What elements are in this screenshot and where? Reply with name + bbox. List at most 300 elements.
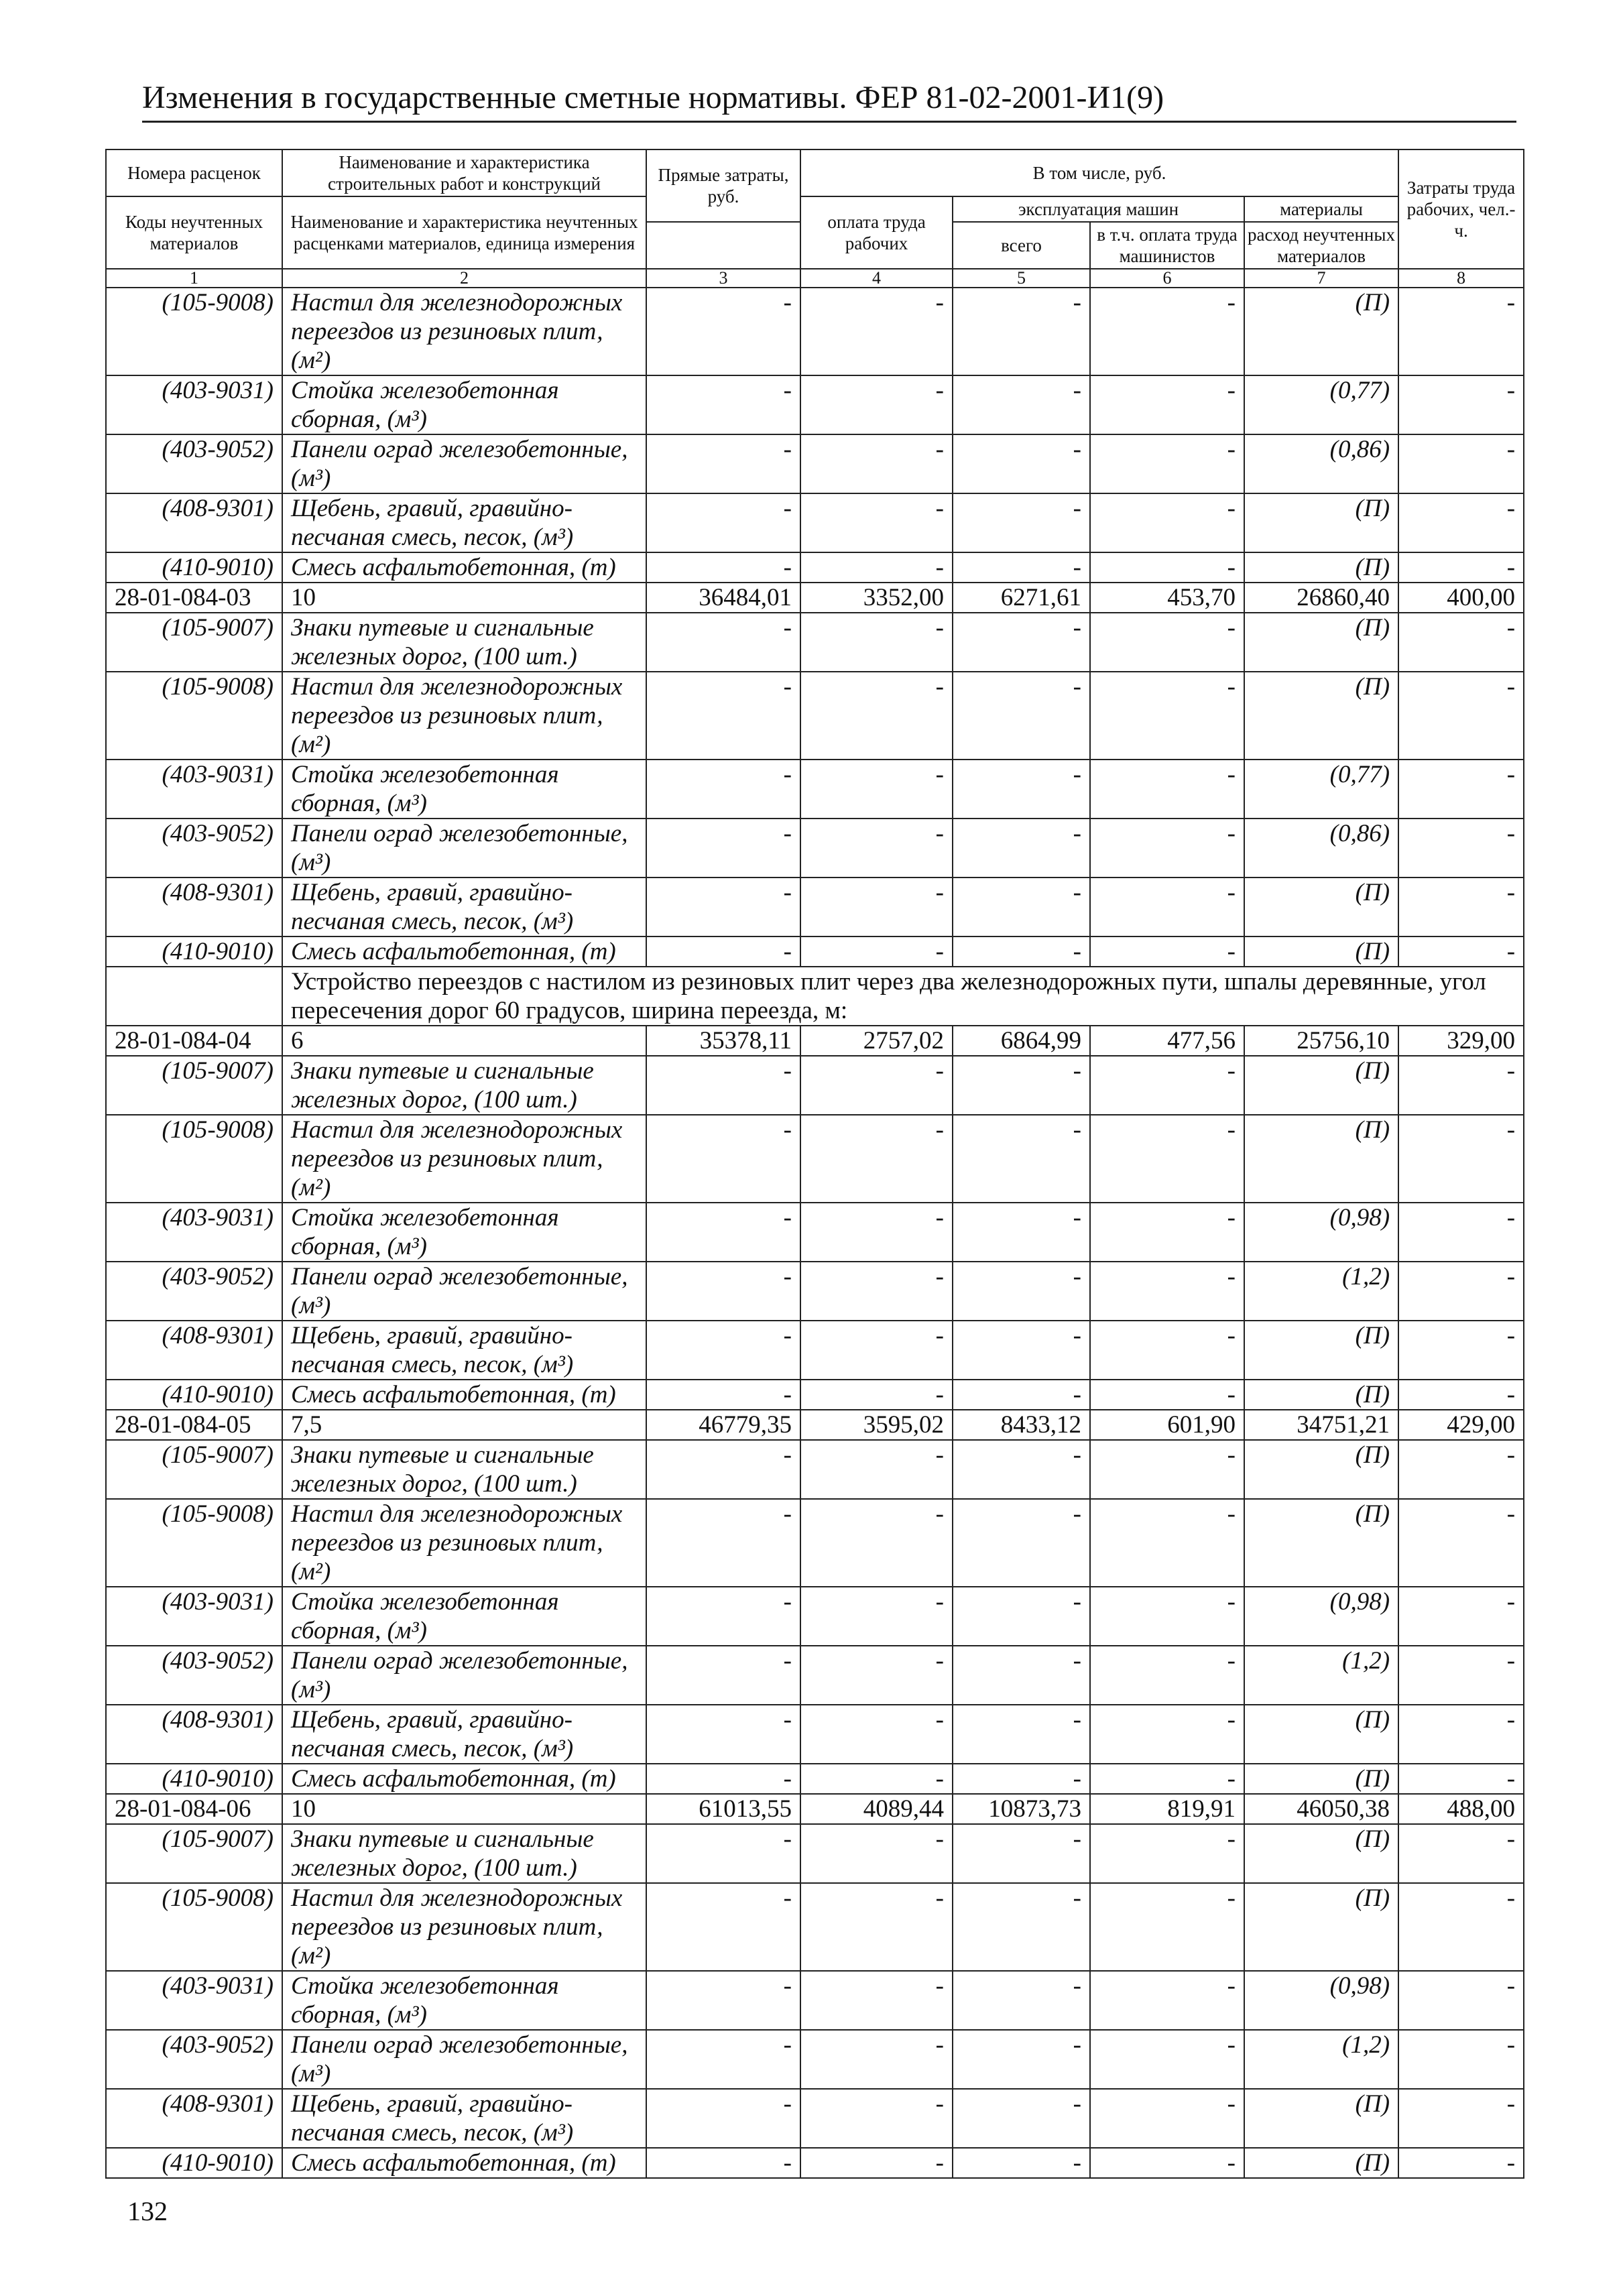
material-name-line: Знаки путевые и сигнальные [291, 1825, 594, 1853]
header-machines: эксплуатация машин [953, 196, 1244, 222]
material-row [106, 375, 1524, 434]
empty-value-dash: - [646, 936, 800, 967]
rates-table [105, 149, 1524, 2179]
material-name-line: Смесь асфальтобетонная, (т) [291, 1765, 616, 1793]
empty-value-dash: - [800, 1321, 953, 1380]
empty-value-dash: - [800, 936, 953, 967]
rate-row [106, 1026, 1524, 1056]
material-name-line: Щебень, гравий, гравийно- [291, 1322, 573, 1349]
material-code [106, 936, 282, 967]
empty-value-dash: - [1398, 1380, 1524, 1410]
material-name-line: Смесь асфальтобетонная, (т) [291, 1381, 616, 1408]
header-row-mid [106, 196, 1524, 222]
material-name [282, 1883, 646, 1971]
material-name-line: Смесь асфальтобетонная, (т) [291, 554, 616, 581]
material-consumption: (0,86) [1244, 819, 1398, 878]
empty-value-dash: - [800, 672, 953, 760]
material-row [106, 1646, 1524, 1705]
materials-cost: 46050,38 [1244, 1794, 1398, 1824]
material-code-text: (105-9007) [162, 1057, 274, 1085]
material-name-line: Настил для железнодорожных [291, 1500, 623, 1528]
operators-pay: 819,91 [1090, 1794, 1244, 1824]
material-consumption: (П) [1244, 1115, 1398, 1203]
empty-value-dash: - [646, 1115, 800, 1203]
material-code-text: (410-9010) [162, 1765, 274, 1793]
header-machines-total: всего [953, 222, 1090, 269]
materials-cost: 25756,10 [1244, 1026, 1398, 1056]
material-name-line: сборная, (м³) [291, 1617, 427, 1644]
material-name-line: Панели оград железобетонные, [291, 2031, 628, 2059]
material-code-text: (403-9052) [162, 1647, 274, 1675]
material-code [106, 1883, 282, 1971]
material-name-line: (м²) [291, 1942, 331, 1970]
material-name-line: сборная, (м³) [291, 790, 427, 817]
empty-value-dash: - [953, 1587, 1090, 1646]
empty-value-dash: - [800, 2148, 953, 2178]
material-name-line: Стойка железобетонная [291, 1588, 559, 1616]
section-heading-line: Устройство переездов с настилом из резиновых плит через два железнодорожных пути, шпалы деревянные, угол [291, 968, 1486, 995]
empty-value-dash: - [1090, 2148, 1244, 2178]
material-name-line: Знаки путевые и сигнальные [291, 1057, 594, 1085]
material-code [106, 1321, 282, 1380]
empty-value-dash: - [1090, 375, 1244, 434]
material-name [282, 1203, 646, 1262]
material-code [106, 1499, 282, 1587]
rate-row [106, 1794, 1524, 1824]
material-row [106, 1764, 1524, 1794]
material-consumption: (П) [1244, 936, 1398, 967]
empty-value-dash: - [953, 672, 1090, 760]
empty-value-dash: - [1090, 1380, 1244, 1410]
empty-value-dash: - [800, 1971, 953, 2030]
empty-value-dash: - [646, 288, 800, 375]
material-name-line: Стойка железобетонная [291, 377, 559, 404]
col-number: 8 [1398, 269, 1524, 288]
operators-pay: 453,70 [1090, 583, 1244, 613]
material-name [282, 1824, 646, 1883]
empty-value-dash: - [1090, 434, 1244, 493]
empty-value-dash: - [953, 288, 1090, 375]
empty-value-dash: - [1090, 1646, 1244, 1705]
empty-value-dash: - [800, 1824, 953, 1883]
workers-pay: 2757,02 [800, 1026, 953, 1056]
machines-total: 6271,61 [953, 583, 1090, 613]
empty-value-dash: - [646, 1440, 800, 1499]
material-code [106, 1203, 282, 1262]
empty-value-dash: - [646, 819, 800, 878]
material-row [106, 1440, 1524, 1499]
material-name-line: Настил для железнодорожных [291, 1884, 623, 1912]
rate-number: 28-01-084-05 [106, 1410, 282, 1440]
material-code [106, 2148, 282, 2178]
material-name-line: песчаная смесь, песок, (м³) [291, 1735, 574, 1762]
header-work-name: Наименование и характеристика строительных работ и конструкций [282, 149, 646, 196]
material-row [106, 1115, 1524, 1203]
section-spacer [106, 967, 282, 1026]
empty-value-dash: - [646, 1321, 800, 1380]
material-code [106, 434, 282, 493]
material-consumption: (П) [1244, 1705, 1398, 1764]
material-name-line: Смесь асфальтобетонная, (т) [291, 2149, 616, 2177]
empty-value-dash: - [1398, 1440, 1524, 1499]
machines-total: 8433,12 [953, 1410, 1090, 1440]
header-workers-pay: оплата труда рабочих [800, 196, 953, 269]
empty-value-dash: - [646, 1883, 800, 1971]
material-name [282, 1440, 646, 1499]
empty-value-dash: - [953, 936, 1090, 967]
material-name [282, 878, 646, 936]
material-code-text: (403-9031) [162, 1972, 274, 2000]
rate-row [106, 1410, 1524, 1440]
material-name [282, 1056, 646, 1115]
empty-value-dash: - [646, 434, 800, 493]
header-material-use: расход неучтенных материалов [1244, 222, 1398, 269]
empty-value-dash: - [646, 878, 800, 936]
material-row [106, 878, 1524, 936]
material-code-text: (403-9052) [162, 436, 274, 463]
material-name-line: железных дорог, (100 шт.) [291, 1086, 577, 1113]
material-code-text: (408-9301) [162, 1322, 274, 1349]
empty-value-dash: - [1090, 1971, 1244, 2030]
material-name-line: Панели оград железобетонные, [291, 1647, 628, 1675]
empty-value-dash: - [1090, 1883, 1244, 1971]
material-consumption: (1,2) [1244, 2030, 1398, 2089]
empty-value-dash: - [953, 375, 1090, 434]
materials-cost: 34751,21 [1244, 1410, 1398, 1440]
empty-value-dash: - [1398, 1262, 1524, 1321]
material-code-text: (408-9301) [162, 1706, 274, 1734]
empty-value-dash: - [953, 1971, 1090, 2030]
material-name [282, 1971, 646, 2030]
material-code [106, 760, 282, 819]
empty-value-dash: - [953, 1764, 1090, 1794]
material-row [106, 1499, 1524, 1587]
rate-number: 28-01-084-04 [106, 1026, 282, 1056]
header-rate-numbers: Номера расценок [106, 149, 282, 196]
header-operators-pay: в т.ч. оплата труда машинистов [1090, 222, 1244, 269]
empty-value-dash: - [1398, 288, 1524, 375]
material-row [106, 1262, 1524, 1321]
page-title: Изменения в государственные сметные нормативы. ФЕР 81-02-2001-И1(9) [142, 80, 1164, 115]
empty-value-dash: - [646, 493, 800, 552]
empty-value-dash: - [646, 2148, 800, 2178]
material-name-line: Щебень, гравий, гравийно- [291, 1706, 573, 1734]
empty-value-dash: - [800, 2030, 953, 2089]
empty-value-dash: - [1398, 1971, 1524, 2030]
material-name [282, 1321, 646, 1380]
material-name-line: Смесь асфальтобетонная, (т) [291, 938, 616, 965]
empty-value-dash: - [953, 1380, 1090, 1410]
material-consumption: (П) [1244, 2089, 1398, 2148]
material-row [106, 1883, 1524, 1971]
material-consumption: (П) [1244, 493, 1398, 552]
material-name-line: Панели оград железобетонные, [291, 820, 628, 847]
material-row [106, 672, 1524, 760]
empty-value-dash: - [953, 1705, 1090, 1764]
material-code [106, 2030, 282, 2089]
empty-value-dash: - [800, 613, 953, 672]
empty-value-dash: - [800, 1764, 953, 1794]
material-code [106, 1587, 282, 1646]
empty-value-dash: - [953, 1056, 1090, 1115]
material-code-text: (105-9007) [162, 1441, 274, 1469]
material-name [282, 1587, 646, 1646]
empty-value-dash: - [1090, 552, 1244, 583]
empty-value-dash: - [646, 1646, 800, 1705]
rate-parameter: 10 [282, 1794, 646, 1824]
empty-value-dash: - [1090, 819, 1244, 878]
direct-costs: 61013,55 [646, 1794, 800, 1824]
material-code [106, 552, 282, 583]
empty-value-dash: - [800, 1262, 953, 1321]
material-consumption: (П) [1244, 1764, 1398, 1794]
material-consumption: (П) [1244, 1321, 1398, 1380]
empty-value-dash: - [1398, 1883, 1524, 1971]
material-name-line: Панели оград железобетонные, [291, 1263, 628, 1290]
rate-parameter: 7,5 [282, 1410, 646, 1440]
empty-value-dash: - [1398, 2089, 1524, 2148]
empty-value-dash: - [646, 1824, 800, 1883]
empty-value-dash: - [1398, 878, 1524, 936]
material-row [106, 2148, 1524, 2178]
material-name-line: Настил для железнодорожных [291, 289, 623, 316]
empty-value-dash: - [1090, 1262, 1244, 1321]
empty-value-dash: - [1090, 760, 1244, 819]
empty-value-dash: - [646, 1499, 800, 1587]
material-code-text: (410-9010) [162, 554, 274, 581]
material-code-text: (105-9008) [162, 673, 274, 701]
material-code-text: (410-9010) [162, 1381, 274, 1408]
empty-value-dash: - [953, 1499, 1090, 1587]
empty-value-dash: - [646, 760, 800, 819]
empty-value-dash: - [800, 1380, 953, 1410]
empty-value-dash: - [646, 1587, 800, 1646]
empty-value-dash: - [1398, 1764, 1524, 1794]
empty-value-dash: - [953, 613, 1090, 672]
empty-value-dash: - [1398, 375, 1524, 434]
empty-value-dash: - [1398, 1321, 1524, 1380]
material-name-line: Панели оград железобетонные, [291, 436, 628, 463]
empty-value-dash: - [800, 552, 953, 583]
material-code-text: (403-9031) [162, 377, 274, 404]
material-name-line: (м³) [291, 1292, 331, 1319]
material-consumption: (П) [1244, 613, 1398, 672]
rate-number: 28-01-084-03 [106, 583, 282, 613]
material-row [106, 1971, 1524, 2030]
material-code-text: (105-9007) [162, 614, 274, 642]
empty-value-dash: - [1398, 819, 1524, 878]
empty-value-dash: - [1090, 936, 1244, 967]
empty-value-dash: - [953, 2148, 1090, 2178]
material-name [282, 613, 646, 672]
labor-costs: 429,00 [1398, 1410, 1524, 1440]
empty-value-dash: - [646, 1380, 800, 1410]
material-row [106, 434, 1524, 493]
material-name-line: (м²) [291, 731, 331, 758]
material-name-line: переездов из резиновых плит, [291, 1529, 603, 1557]
material-name [282, 552, 646, 583]
col-number: 2 [282, 269, 646, 288]
empty-value-dash: - [1090, 1321, 1244, 1380]
material-code [106, 613, 282, 672]
material-code [106, 493, 282, 552]
material-row [106, 1587, 1524, 1646]
material-name-line: песчаная смесь, песок, (м³) [291, 2119, 574, 2147]
material-consumption: (0,77) [1244, 760, 1398, 819]
material-consumption: (П) [1244, 2148, 1398, 2178]
material-consumption: (П) [1244, 552, 1398, 583]
material-row [106, 1056, 1524, 1115]
empty-value-dash: - [800, 288, 953, 375]
empty-value-dash: - [1090, 1115, 1244, 1203]
header-including: В том числе, руб. [800, 149, 1398, 196]
empty-value-dash: - [1398, 1203, 1524, 1262]
col-number: 4 [800, 269, 953, 288]
material-code [106, 1440, 282, 1499]
material-code [106, 1705, 282, 1764]
empty-value-dash: - [1398, 1056, 1524, 1115]
material-consumption: (П) [1244, 878, 1398, 936]
material-name-line: песчаная смесь, песок, (м³) [291, 524, 574, 551]
empty-value-dash: - [1090, 288, 1244, 375]
material-name [282, 1705, 646, 1764]
empty-value-dash: - [646, 613, 800, 672]
empty-value-dash: - [953, 1440, 1090, 1499]
materials-cost: 26860,40 [1244, 583, 1398, 613]
empty-value-dash: - [1090, 2030, 1244, 2089]
material-code-text: (105-9008) [162, 1884, 274, 1912]
material-row [106, 760, 1524, 819]
direct-costs: 35378,11 [646, 1026, 800, 1056]
material-code-text: (403-9052) [162, 2031, 274, 2059]
material-consumption: (П) [1244, 1499, 1398, 1587]
material-name-line: песчаная смесь, песок, (м³) [291, 1351, 574, 1378]
material-name-line: (м³) [291, 2060, 331, 2088]
page-number: 132 [127, 2196, 168, 2226]
material-name [282, 288, 646, 375]
operators-pay: 477,56 [1090, 1026, 1244, 1056]
material-consumption: (П) [1244, 1056, 1398, 1115]
material-consumption: (0,77) [1244, 375, 1398, 434]
material-code [106, 1262, 282, 1321]
machines-total: 6864,99 [953, 1026, 1090, 1056]
header-row-top [106, 149, 1524, 196]
empty-value-dash: - [646, 1971, 800, 2030]
material-row [106, 1824, 1524, 1883]
material-code [106, 878, 282, 936]
empty-value-dash: - [800, 1440, 953, 1499]
material-row [106, 2030, 1524, 2089]
empty-value-dash: - [1398, 493, 1524, 552]
empty-value-dash: - [1398, 1705, 1524, 1764]
material-name-line: Щебень, гравий, гравийно- [291, 879, 573, 906]
direct-costs: 36484,01 [646, 583, 800, 613]
material-name-line: Стойка железобетонная [291, 1972, 559, 2000]
material-consumption: (П) [1244, 288, 1398, 375]
empty-value-dash: - [1398, 936, 1524, 967]
empty-value-dash: - [953, 2030, 1090, 2089]
material-name [282, 1764, 646, 1794]
empty-value-dash: - [800, 1115, 953, 1203]
header-direct-costs: Прямые затраты, руб. [646, 149, 800, 222]
material-name-line: (м²) [291, 1558, 331, 1585]
col-number: 5 [953, 269, 1090, 288]
material-code [106, 1764, 282, 1794]
empty-value-dash: - [1398, 1646, 1524, 1705]
empty-value-dash: - [646, 1262, 800, 1321]
material-name [282, 434, 646, 493]
header-material-name: Наименование и характеристика неучтенных расценками материалов, единица измерения [282, 196, 646, 269]
material-name [282, 1646, 646, 1705]
empty-value-dash: - [800, 2089, 953, 2148]
empty-value-dash: - [1090, 2089, 1244, 2148]
material-name-line: (м³) [291, 465, 331, 492]
workers-pay: 4089,44 [800, 1794, 953, 1824]
material-code-text: (410-9010) [162, 2149, 274, 2177]
material-name [282, 760, 646, 819]
empty-value-dash: - [1090, 493, 1244, 552]
header-materials: материалы [1244, 196, 1398, 222]
material-consumption: (П) [1244, 1824, 1398, 1883]
empty-value-dash: - [646, 1203, 800, 1262]
material-code-text: (105-9008) [162, 1500, 274, 1528]
material-consumption: (0,86) [1244, 434, 1398, 493]
labor-costs: 488,00 [1398, 1794, 1524, 1824]
empty-value-dash: - [1090, 1705, 1244, 1764]
material-name-line: (м³) [291, 1676, 331, 1703]
empty-value-dash: - [1398, 1499, 1524, 1587]
material-name [282, 493, 646, 552]
material-code-text: (408-9301) [162, 495, 274, 522]
empty-value-dash: - [953, 493, 1090, 552]
material-name-line: сборная, (м³) [291, 1233, 427, 1260]
material-code-text: (408-9301) [162, 879, 274, 906]
empty-value-dash: - [1090, 1587, 1244, 1646]
material-name-line: переездов из резиновых плит, [291, 1913, 603, 1941]
material-name-line: переездов из резиновых плит, [291, 1145, 603, 1172]
material-name-line: Щебень, гравий, гравийно- [291, 495, 573, 522]
material-name [282, 819, 646, 878]
material-code [106, 2089, 282, 2148]
material-code-text: (403-9052) [162, 1263, 274, 1290]
material-code [106, 819, 282, 878]
material-name-line: Настил для железнодорожных [291, 1116, 623, 1144]
empty-value-dash: - [800, 1056, 953, 1115]
empty-value-dash: - [1090, 878, 1244, 936]
material-code [106, 288, 282, 375]
material-name [282, 1115, 646, 1203]
material-code-text: (105-9008) [162, 1116, 274, 1144]
material-row [106, 1380, 1524, 1410]
material-name-line: песчаная смесь, песок, (м³) [291, 908, 574, 935]
section-heading-line: пересечения дорог 60 градусов, ширина переезда, м: [291, 997, 848, 1024]
material-code [106, 1115, 282, 1203]
header-material-codes: Коды неучтенных материалов [106, 196, 282, 269]
empty-value-dash: - [800, 375, 953, 434]
empty-value-dash: - [953, 760, 1090, 819]
empty-value-dash: - [953, 1646, 1090, 1705]
material-row [106, 1705, 1524, 1764]
empty-value-dash: - [646, 672, 800, 760]
col-number: 6 [1090, 269, 1244, 288]
material-code-text: (403-9031) [162, 1588, 274, 1616]
empty-value-dash: - [953, 434, 1090, 493]
material-row [106, 493, 1524, 552]
empty-value-dash: - [800, 878, 953, 936]
col-number: 3 [646, 269, 800, 288]
material-name-line: Щебень, гравий, гравийно- [291, 2090, 573, 2118]
material-name-line: железных дорог, (100 шт.) [291, 1854, 577, 1882]
